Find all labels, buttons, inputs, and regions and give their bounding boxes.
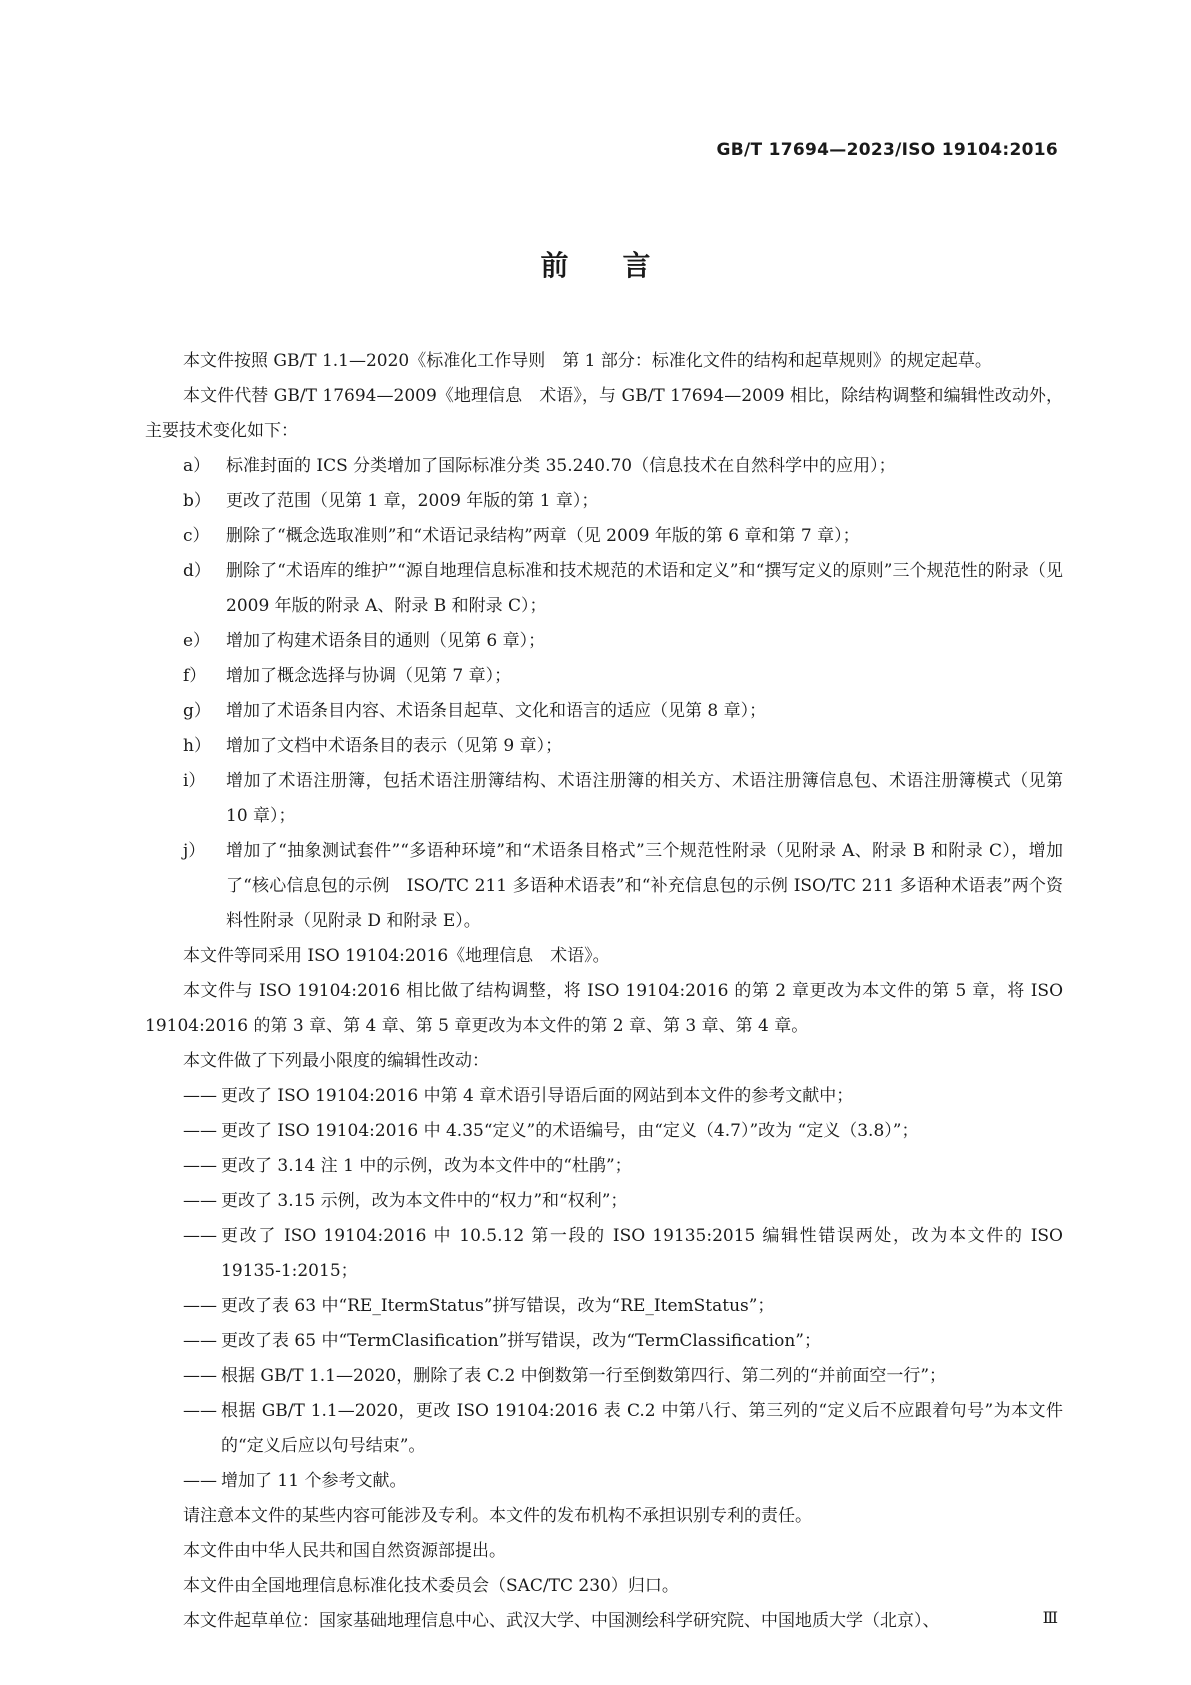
dash-text: 更改了 ISO 19104:2016 中 10.5.12 第一段的 ISO 19135:2015 编辑性错误两处，改为本文件的 ISO 19135-1:2015； <box>221 1226 1063 1281</box>
dash-text: 增加了 11 个参考文献。 <box>221 1471 407 1491</box>
dash-marker: —— <box>183 1156 217 1176</box>
dash-marker: —— <box>183 1296 217 1316</box>
dash-text: 更改了 3.14 注 1 中的示例，改为本文件中的“杜鹃”； <box>221 1156 632 1176</box>
paragraph: 本文件由全国地理信息标准化技术委员会（SAC/TC 230）归口。 <box>183 1576 679 1596</box>
dash-item <box>145 1324 1063 1359</box>
list-item <box>145 484 1063 519</box>
paragraph: 本文件起草单位：国家基础地理信息中心、武汉大学、中国测绘科学研究院、中国地质大学（北京）、 <box>183 1611 940 1631</box>
list-item <box>145 449 1063 484</box>
dash-text: 更改了表 63 中“RE_ItermStatus”拼写错误，改为“RE_ItemStatus”； <box>221 1296 775 1316</box>
list-item <box>145 764 1063 834</box>
item-text: 删除了“概念选取准则”和“术语记录结构”两章（见 2009 年版的第 6 章和第 7 章）； <box>226 526 860 546</box>
paragraph: 请注意本文件的某些内容可能涉及专利。本文件的发布机构不承担识别专利的责任。 <box>183 1506 812 1526</box>
item-marker: b） <box>183 491 211 511</box>
item-text: 删除了“术语库的维护”“源自地理信息标准和技术规范的术语和定义”和“撰写定义的原则”三个规范性的附录（见 2009 年版的附录 A、附录 B 和附录 C）； <box>226 561 1063 616</box>
paragraph: 本文件做了下列最小限度的编辑性改动： <box>183 1051 489 1071</box>
list-item <box>145 554 1063 624</box>
dash-item <box>145 1394 1063 1464</box>
dash-marker: —— <box>183 1191 217 1211</box>
paragraph: 本文件按照 GB/T 1.1—2020《标准化工作导则 第 1 部分：标准化文件的结构和起草规则》的规定起草。 <box>183 351 992 371</box>
paragraph: 本文件代替 GB/T 17694—2009《地理信息 术语》，与 GB/T 17694—2009 相比，除结构调整和编辑性改动外，主要技术变化如下： <box>145 386 1063 441</box>
dash-item <box>145 1219 1063 1289</box>
paragraph: 本文件与 ISO 19104:2016 相比做了结构调整，将 ISO 19104:2016 的第 2 章更改为本文件的第 5 章，将 ISO 19104:2016 的第 3 章、第 4 章、第 5 章更改为本文件的第 2 章、第 3 章、第 4 章。 <box>145 981 1063 1036</box>
item-text: 增加了术语条目内容、术语条目起草、文化和语言的适应（见第 8 章）； <box>226 701 767 721</box>
item-marker: h） <box>183 736 211 756</box>
dash-text: 更改了表 65 中“TermClasification”拼写错误，改为“TermClassification”； <box>221 1331 821 1351</box>
dash-item <box>145 1114 1063 1149</box>
list-item <box>145 834 1063 939</box>
standard-code: GB/T 17694—2023/ISO 19104:2016 <box>716 140 1058 160</box>
dash-marker: —— <box>183 1121 217 1141</box>
dash-marker: —— <box>183 1366 217 1386</box>
foreword-body <box>145 344 1063 1639</box>
dash-text: 根据 GB/T 1.1—2020，更改 ISO 19104:2016 表 C.2 中第八行、第三列的“定义后不应跟着句号”为本文件的“定义后应以句号结束”。 <box>221 1401 1063 1456</box>
paragraph: 本文件由中华人民共和国自然资源部提出。 <box>183 1541 506 1561</box>
dash-marker: —— <box>183 1471 217 1491</box>
item-text: 增加了“抽象测试套件”“多语种环境”和“术语条目格式”三个规范性附录（见附录 A、附录 B 和附录 C），增加了“核心信息包的示例 ISO/TC 211 多语种术语表”和“补充信息包的示例 ISO/TC 211 多语种术语表”两个资料性附录（见附录 D 和附录 E）。 <box>226 841 1063 931</box>
dash-item <box>145 1184 1063 1219</box>
dash-marker: —— <box>183 1226 217 1246</box>
dash-item <box>145 1079 1063 1114</box>
item-marker: g） <box>183 701 211 721</box>
list-item <box>145 659 1063 694</box>
item-marker: c） <box>183 526 210 546</box>
item-marker: f） <box>183 666 207 686</box>
item-text: 增加了文档中术语条目的表示（见第 9 章）； <box>226 736 563 756</box>
list-item <box>145 694 1063 729</box>
dash-item <box>145 1359 1063 1394</box>
dash-item <box>145 1149 1063 1184</box>
dash-text: 更改了 3.15 示例，改为本文件中的“权力”和“权利”； <box>221 1191 628 1211</box>
item-text: 增加了概念选择与协调（见第 7 章）； <box>226 666 512 686</box>
dash-marker: —— <box>183 1086 217 1106</box>
item-text: 标准封面的 ICS 分类增加了国际标准分类 35.240.70（信息技术在自然科学中的应用）； <box>226 456 896 476</box>
item-marker: d） <box>183 561 211 581</box>
item-text: 更改了范围（见第 1 章，2009 年版的第 1 章）； <box>226 491 599 511</box>
list-item <box>145 729 1063 764</box>
dash-text: 根据 GB/T 1.1—2020，删除了表 C.2 中倒数第一行至倒数第四行、第二列的“并前面空一行”； <box>221 1366 947 1386</box>
item-marker: a） <box>183 456 211 476</box>
dash-item <box>145 1464 1063 1499</box>
page-number: Ⅲ <box>1042 1608 1058 1627</box>
dash-marker: —— <box>183 1331 217 1351</box>
item-text: 增加了构建术语条目的通则（见第 6 章）； <box>226 631 546 651</box>
list-item <box>145 519 1063 554</box>
item-marker: i） <box>183 771 206 791</box>
item-marker: j） <box>183 841 206 861</box>
page-title: 前言 <box>540 249 705 282</box>
dash-item <box>145 1289 1063 1324</box>
paragraph: 本文件等同采用 ISO 19104:2016《地理信息 术语》。 <box>183 946 610 966</box>
list-item <box>145 624 1063 659</box>
item-text: 增加了术语注册簿，包括术语注册簿结构、术语注册簿的相关方、术语注册簿信息包、术语注册簿模式（见第 10 章）； <box>226 771 1063 826</box>
item-marker: e） <box>183 631 211 651</box>
dash-text: 更改了 ISO 19104:2016 中 4.35“定义”的术语编号，由“定义（4.7）”改为 “定义（3.8）”； <box>221 1121 919 1141</box>
dash-text: 更改了 ISO 19104:2016 中第 4 章术语引导语后面的网站到本文件的参考文献中； <box>221 1086 854 1106</box>
dash-marker: —— <box>183 1401 217 1421</box>
